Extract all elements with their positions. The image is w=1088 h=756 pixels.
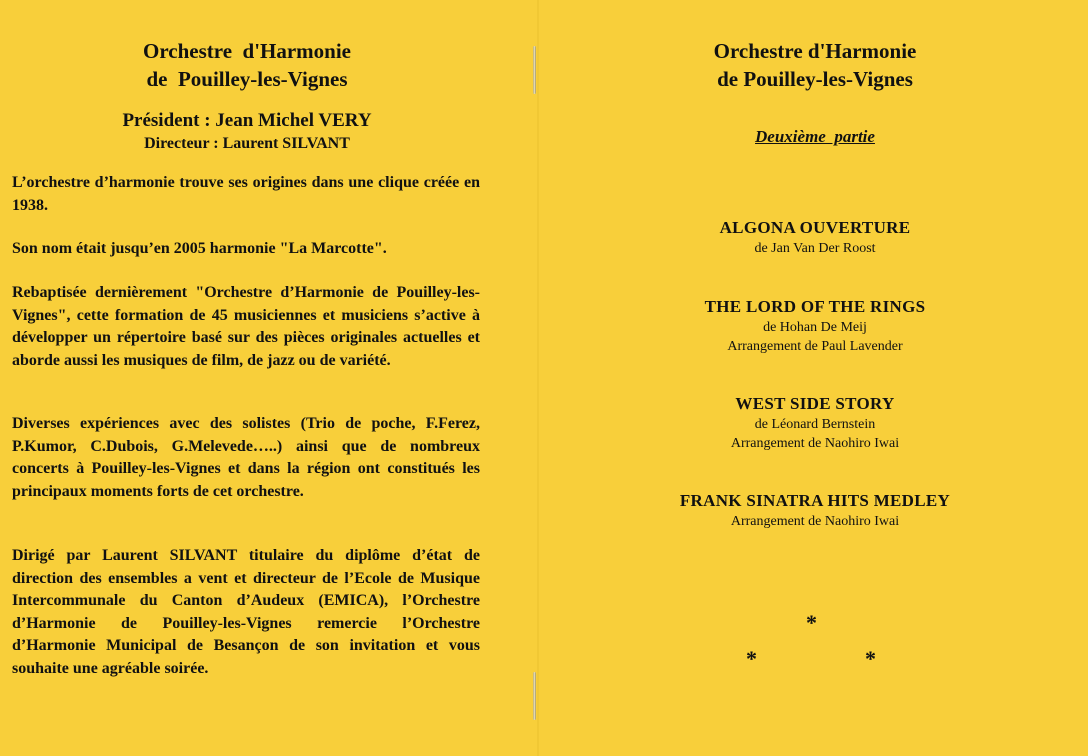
left-title-line1: Orchestre d'Harmonie bbox=[142, 39, 352, 63]
piece-title: FRANK SINATRA HITS MEDLEY bbox=[679, 491, 951, 510]
piece-composer: de Hohan De Meij bbox=[763, 320, 867, 335]
right-title-line2: de Pouilley-les-Vignes bbox=[717, 67, 913, 91]
piece-composer: de Léonard Bernstein bbox=[754, 417, 876, 432]
piece-composer: de Jan Van Der Roost bbox=[754, 241, 876, 256]
right-title-line1: Orchestre d'Harmonie bbox=[713, 39, 917, 63]
paragraph-director: Dirigé par Laurent SILVANT titulaire du diplôme d’état de direction des ensembles a vent et directeur de l’Ecole de Musique Intercommunale du Canton d’Audeux (EMICA), l’Orchestre d’Harmonie de Pouilley-les-Vignes remercie l’Orchestre d’Harmonie Municipal de Besançon de son invitation et vous souhaite une agréable soirée. bbox=[12, 547, 480, 677]
left-title-line2: de Pouilley-les-Vignes bbox=[146, 67, 348, 91]
piece-arrangement: Arrangement de Naohiro Iwai bbox=[730, 514, 900, 529]
piece-arrangement: Arrangement de Naohiro Iwai bbox=[730, 436, 900, 451]
paragraph-experiences: Diverses expériences avec des solistes (Trio de poche, F.Ferez, P.Kumor, C.Dubois, G.Melevede…..) ainsi que de nombreux concerts à Pouilley-les-Vignes et dans la région ont constitués les principaux moments forts de cet orchestre. bbox=[12, 415, 480, 500]
page-fold bbox=[537, 0, 539, 756]
right-title bbox=[580, 37, 1050, 93]
program-item bbox=[580, 490, 1050, 531]
piece-arrangement: Arrangement de Paul Lavender bbox=[727, 339, 903, 354]
program-item bbox=[580, 393, 1050, 453]
left-title bbox=[12, 37, 482, 93]
program-item bbox=[580, 296, 1050, 356]
paragraph-origins: L’orchestre d’harmonie trouve ses origines dans une clique créée en 1938. bbox=[12, 174, 480, 214]
section-subtitle: Deuxième partie bbox=[755, 127, 875, 146]
ornament-star-icon: * bbox=[865, 646, 876, 671]
paragraph-rebaptised: Rebaptisée dernièrement "Orchestre d’Harmonie de Pouilley-les-Vignes", cette formation de 45 musiciennes et musiciens s’active à développer un répertoire basé sur des pièces originales actuelles et aborde aussi les musiques de film, de jazz ou de variété. bbox=[12, 284, 480, 369]
president-line: Président : Jean Michel VERY bbox=[122, 110, 372, 131]
paragraph-former-name: Son nom était jusqu’en 2005 harmonie "La Marcotte". bbox=[12, 240, 387, 257]
director-line: Directeur : Laurent SILVANT bbox=[144, 135, 350, 152]
ornament-star-icon: * bbox=[806, 610, 817, 635]
program-item bbox=[580, 217, 1050, 258]
right-page bbox=[540, 0, 1088, 756]
piece-title: WEST SIDE STORY bbox=[735, 394, 895, 413]
left-page bbox=[0, 0, 535, 756]
piece-title: ALGONA OUVERTURE bbox=[719, 218, 911, 237]
ornament-star-icon: * bbox=[746, 646, 757, 671]
piece-title: THE LORD OF THE RINGS bbox=[704, 297, 926, 316]
